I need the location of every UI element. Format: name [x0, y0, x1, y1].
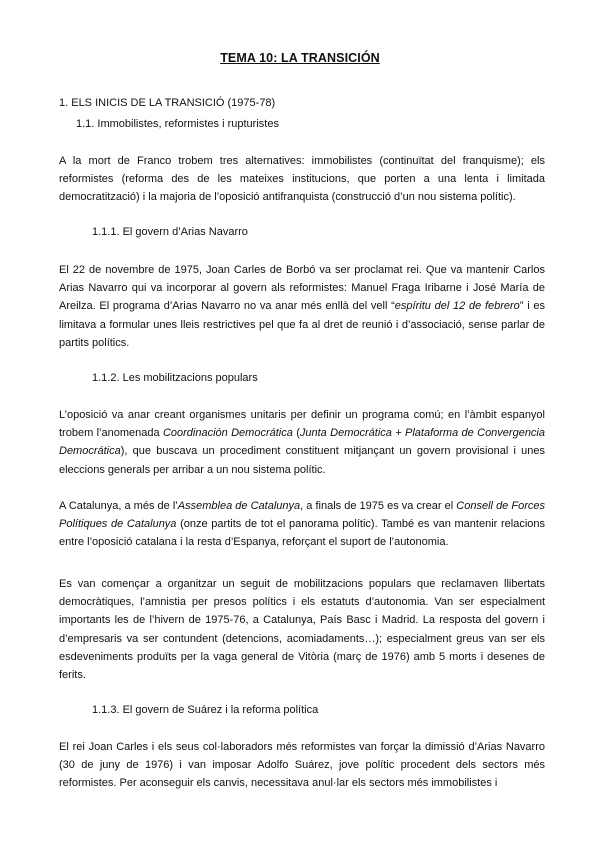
paragraph-text: (onze partits de tot el panorama polític). També es van mantenir relacions entre l’oposició catalana i la resta d’Espanya, reforçant el suport de l’autonomia. — [59, 518, 546, 549]
section-heading-1-1: 1.1. Immobilistes, reformistes i rupturistes — [76, 118, 279, 130]
emphasis-text: Assemblea de Catalunya — [177, 500, 301, 512]
paragraph-text: A Catalunya, a més de l’ — [59, 500, 178, 512]
paragraph-catalunya — [59, 497, 545, 552]
paragraph-suarez: El rei Joan Carles i els seus col·laboradors més reformistes van forçar la dimissió d’Arias Navarro (30 de juny de 1976) i van imposar Adolfo Suárez, jove polític procedent dels sectors més reformistes. Per aconseguir els canvis, necessitava anul·lar els sectors més immobilistes i — [59, 741, 545, 790]
section-heading-1: 1. ELS INICIS DE LA TRANSICIÓ (1975-78) — [59, 97, 276, 109]
paragraph-opposition — [59, 406, 545, 479]
section-heading-1-1-3: 1.1.3. El govern de Suárez i la reforma política — [92, 704, 319, 716]
paragraph-alternatives: A la mort de Franco trobem tres alternatives: immobilistes (continuïtat del franquisme); els reformistes (reforma des de les mateixes institucions, que porten a una lenta i limitada democratització) i la majoria de l’oposició antifranquista (construcció d’un nou sistema polític). — [59, 155, 545, 204]
emphasis-text: espíritu del 12 de febrero — [394, 300, 520, 313]
paragraph-text: ” i es limitava a formular unes lleis restrictives pel que fa al dret de reunió i d’associació, sense parlar de partits polítics. — [59, 300, 545, 349]
emphasis-text: Junta Democrática + Plataforma de Convergencia Democrática — [59, 427, 545, 458]
emphasis-text: Consell de Forces Polítiques de Catalunya — [59, 500, 546, 531]
paragraph-mobilizations: Es van començar a organitzar un seguit de mobilitzacions populars que reclamaven llibertats democràtiques, l’amnistia per presos polítics i els estatuts d’autonomia. Van ser especialment importants les de l’hivern de 1975-76, a Catalunya, País Basc i Madrid. La resposta del govern i d’empresaris va ser contundent (detencions, acomiadaments…); especialment greus van ser els esdeveniments produïts per la vaga general de Vitòria (març de 1976) amb 5 morts i desenes de ferits. — [59, 578, 545, 682]
section-heading-1-1-1: 1.1.1. El govern d’Arias Navarro — [92, 226, 248, 238]
paragraph-arias-navarro — [59, 261, 545, 352]
page-title: TEMA 10: LA TRANSICIÓN — [220, 51, 380, 65]
emphasis-text: Coordinación Democrática — [162, 427, 293, 440]
paragraph-text: El 22 de novembre de 1975, Joan Carles de Borbó va ser proclamat rei. Que va mantenir Carlos Arias Navarro qui va incorporar al govern als reformistes: Manuel Fraga Iribarne i José María de Areilza. El programa d’Arias Navarro no va anar més enllà del vell “ — [59, 264, 545, 313]
paragraph-text: , a finals de 1975 es va crear el — [300, 500, 457, 512]
paragraph-text: L’oposició va anar creant organismes unitaris per definir un programa comú; en l’àmbit espanyol trobem l’anomenada — [59, 409, 545, 440]
section-heading-1-1-2: 1.1.2. Les mobilitzacions populars — [92, 372, 258, 384]
paragraph-text: ), que buscava un procediment constituent mitjançant un govern provisional i unes eleccions generals per arribar a un nou sistema polític. — [59, 445, 545, 476]
paragraph-text: ( — [292, 427, 300, 440]
